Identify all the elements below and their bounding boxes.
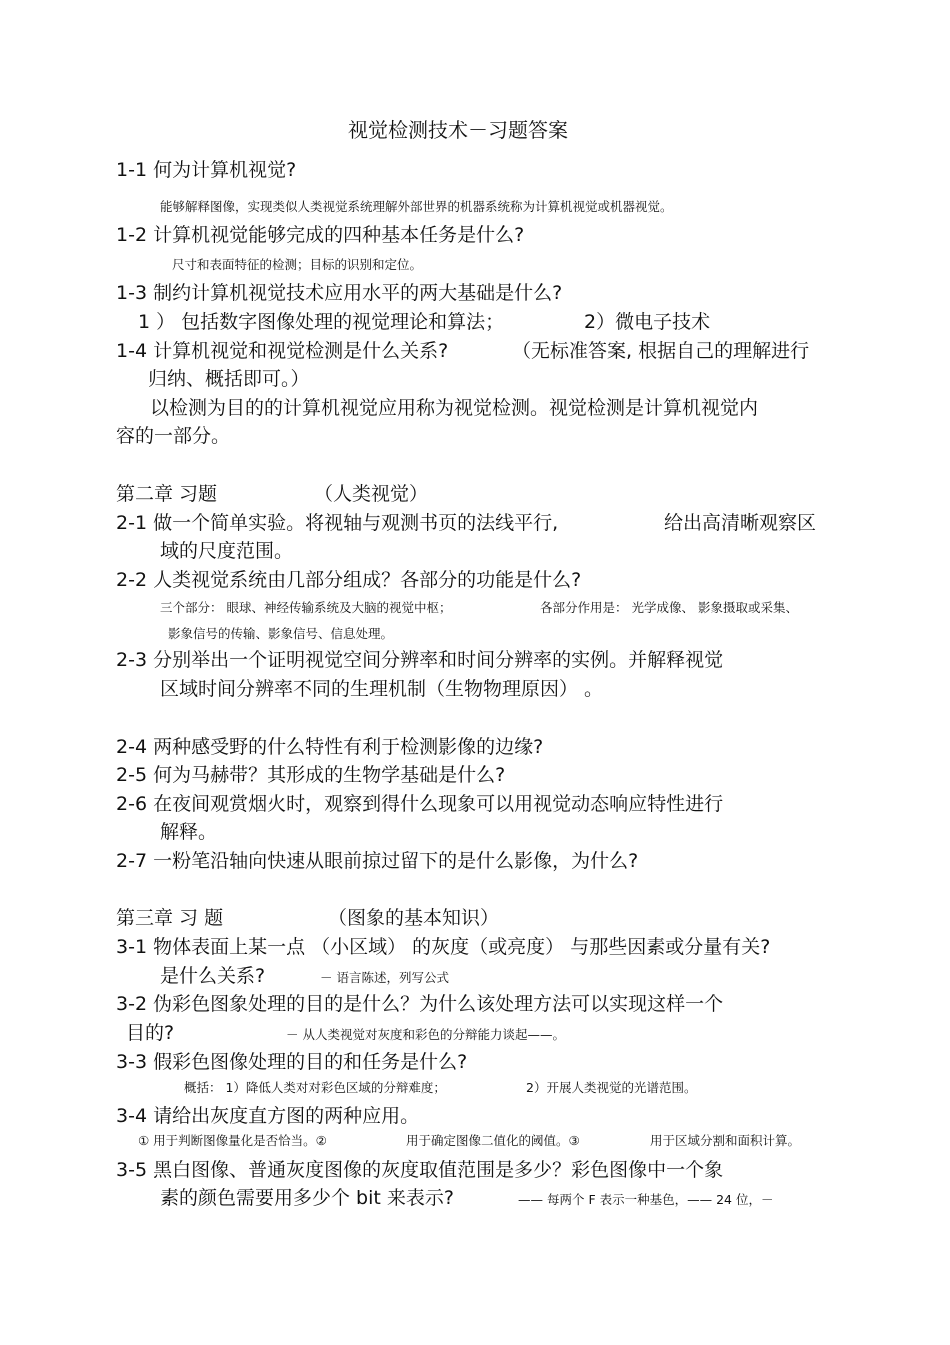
answer-2-2-cont: 影象信号的传输、影象信号、信息处理。: [168, 626, 394, 641]
document-title: 视觉检测技术－习题答案: [348, 118, 568, 142]
question-3-5-line2: 素的颜色需要用多少个 bit 来表示?: [160, 1187, 454, 1209]
question-3-5-line1: 3-5 黑白图像、普通灰度图像的灰度取值范围是多少？彩色图像中一个象: [116, 1159, 724, 1181]
question-2-3-line1: 2-3 分别举出一个证明视觉空间分辨率和时间分辨率的实例。并解释视觉: [116, 649, 724, 671]
question-1-2: 1-2 计算机视觉能够完成的四种基本任务是什么?: [116, 224, 525, 246]
question-2-7: 2-7 一粉笔沿轴向快速从眼前掠过留下的是什么影像，为什么?: [116, 850, 639, 872]
question-2-3-line2: 区域时间分辨率不同的生理机制（生物物理原因） 。: [160, 678, 604, 700]
answer-3-1: － 语言陈述，列写公式: [320, 970, 449, 985]
question-3-2-line1: 3-2 伪彩色图象处理的目的是什么？为什么该处理方法可以实现这样一个: [116, 993, 724, 1015]
question-2-4: 2-4 两种感受野的什么特性有利于检测影像的边缘?: [116, 736, 544, 758]
chapter-2-subtitle: （人类视觉）: [314, 483, 429, 505]
answer-2-2-part1: 三个部分： 眼球、神经传输系统及大脑的视觉中枢；: [160, 600, 452, 615]
question-3-1-line1: 3-1 物体表面上某一点 （小区域） 的灰度（或亮度） 与那些因素或分量有关?: [116, 936, 771, 958]
answer-3-2: － 从人类视觉对灰度和彩色的分辩能力谈起——。: [286, 1027, 565, 1042]
answer-3-3-part1: 概括： 1）降低人类对对彩色区域的分辩难度；: [184, 1080, 446, 1095]
question-1-3: 1-3 制约计算机视觉技术应用水平的两大基础是什么?: [116, 282, 563, 304]
question-2-6-line1: 2-6 在夜间观赏烟火时，观察到得什么现象可以用视觉动态响应特性进行: [116, 793, 724, 815]
answer-1-4-line2: 容的一部分。: [116, 425, 231, 447]
answer-3-4-part1: ① 用于判断图像量化是否恰当。②: [138, 1133, 327, 1148]
chapter-2-heading: 第二章 习题: [116, 483, 218, 505]
question-2-1: 2-1 做一个简单实验。将视轴与观测书页的法线平行,: [116, 512, 559, 534]
answer-3-5: —— 每两个 F 表示一种基色，—— 24 位，－: [518, 1192, 774, 1207]
answer-1-4-line1: 以检测为目的的计算机视觉应用称为视觉检测。视觉检测是计算机视觉内: [150, 397, 759, 419]
answer-1-3-part2: 2）微电子技术: [584, 311, 711, 333]
question-3-2-line2: 目的?: [126, 1022, 175, 1044]
answer-3-4-part2: 用于确定图像二值化的阈值。③: [406, 1133, 580, 1148]
question-2-2: 2-2 人类视觉系统由几部分组成？各部分的功能是什么?: [116, 569, 582, 591]
question-1-4-note: （无标准答案, 根据自己的理解进行: [512, 340, 810, 362]
answer-3-4-part3: 用于区域分割和面积计算。: [650, 1133, 801, 1148]
answer-3-3-part2: 2）开展人类视觉的光谱范围。: [526, 1080, 697, 1095]
answer-1-3-part1: 1 ） 包括数字图像处理的视觉理论和算法；: [138, 311, 505, 333]
question-1-4-note-cont: 归纳、概括即可。）: [148, 368, 310, 390]
question-1-4: 1-4 计算机视觉和视觉检测是什么关系?: [116, 340, 449, 362]
answer-2-2-part2: 各部分作用是： 光学成像、 影象摄取或采集、: [540, 600, 798, 615]
question-2-5: 2-5 何为马赫带？其形成的生物学基础是什么?: [116, 764, 506, 786]
question-3-3: 3-3 假彩色图像处理的目的和任务是什么?: [116, 1051, 468, 1073]
question-2-6-line2: 解释。: [160, 821, 218, 843]
question-1-1: 1-1 何为计算机视觉?: [116, 159, 297, 181]
question-3-1-line2: 是什么关系?: [160, 965, 266, 987]
question-3-4: 3-4 请给出灰度直方图的两种应用。: [116, 1105, 420, 1127]
question-2-1-cont: 域的尺度范围。: [160, 540, 294, 562]
chapter-3-heading: 第三章 习 题: [116, 907, 224, 929]
answer-1-2: 尺寸和表面特征的检测；目标的识别和定位。: [172, 257, 423, 272]
chapter-3-subtitle: （图象的基本知识）: [328, 907, 500, 929]
answer-1-1: 能够解释图像，实现类似人类视觉系统理解外部世界的机器系统称为计算机视觉或机器视觉。: [160, 199, 673, 214]
question-2-1-part2: 给出高清晰观察区: [664, 512, 817, 534]
